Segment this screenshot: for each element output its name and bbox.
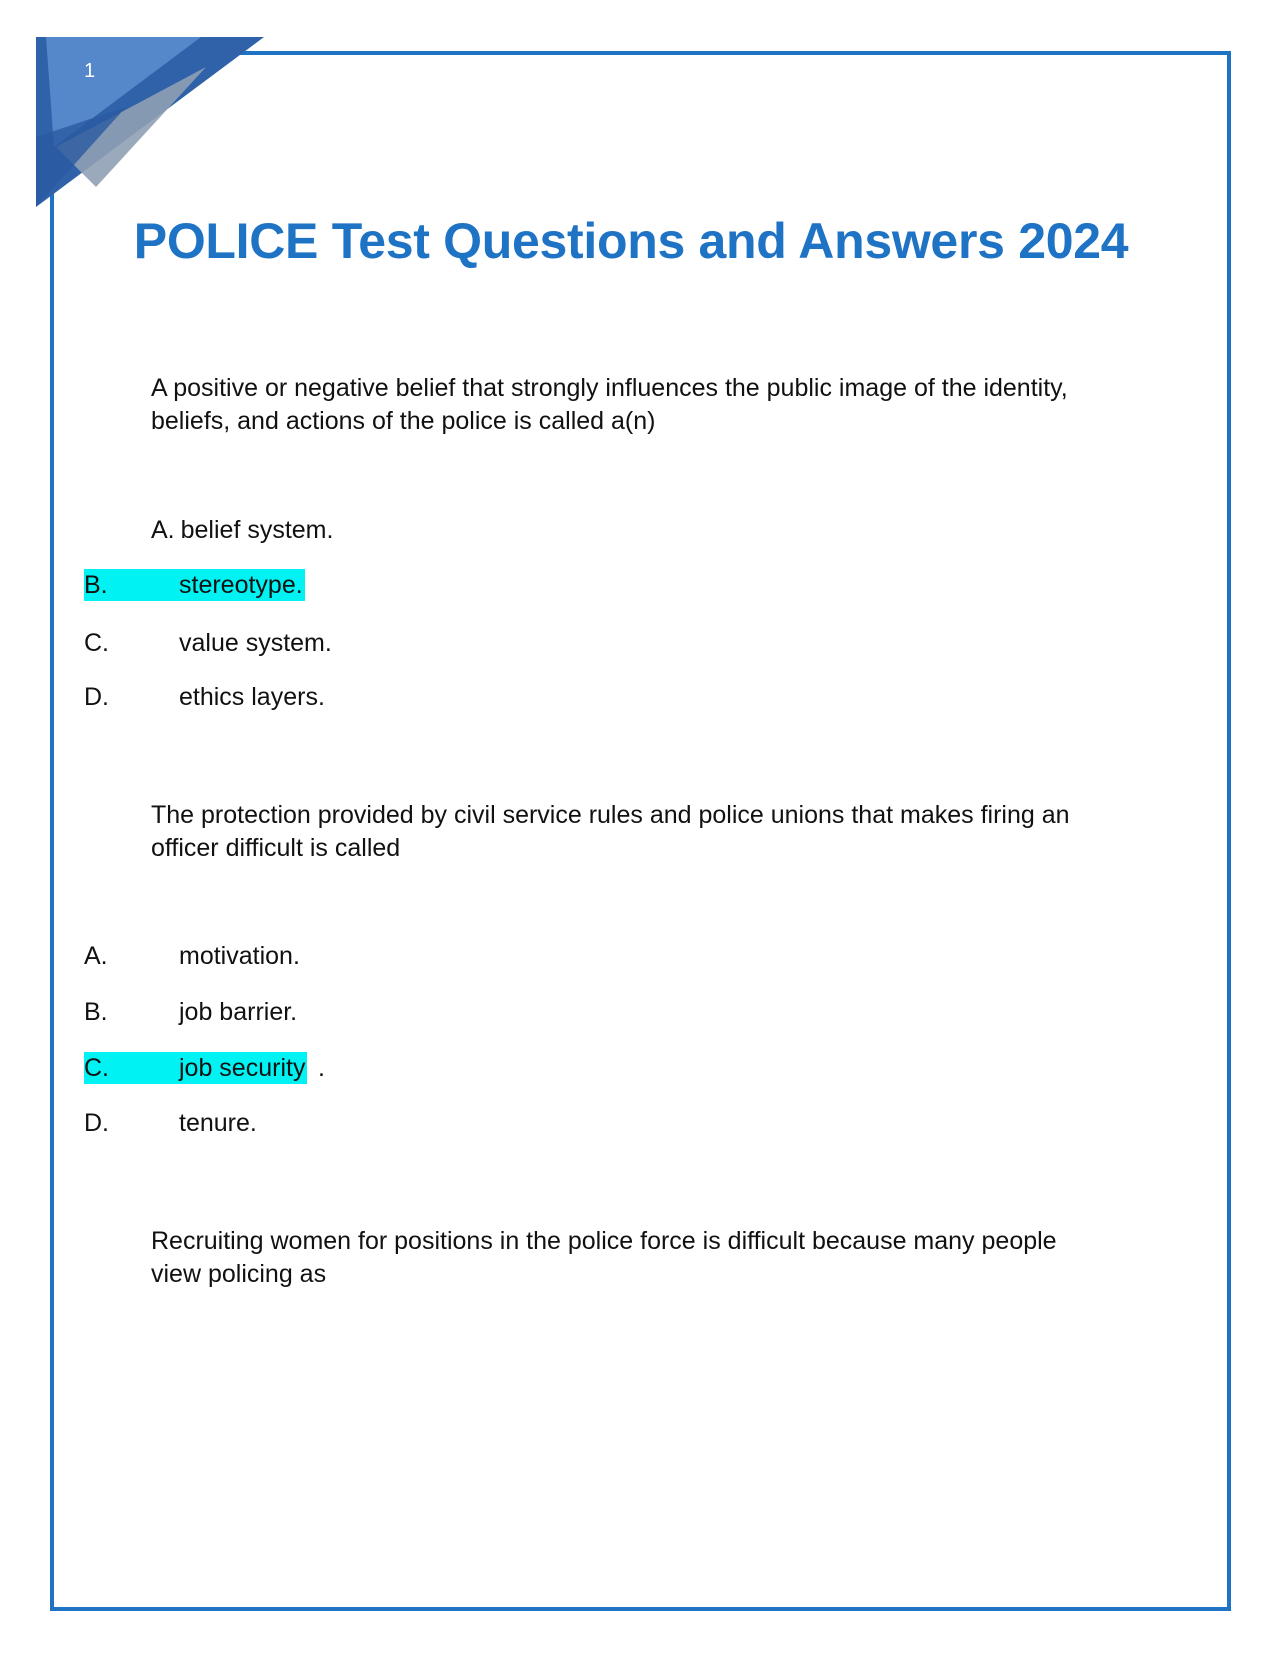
question-2-option-b: [84, 996, 297, 1028]
question-2-text: The protection provided by civil service rules and police unions that makes firing an officer difficult is called: [151, 801, 1070, 862]
question-2-option-a: [84, 940, 300, 972]
question-1-option-b-highlighted: [84, 569, 305, 601]
option-letter: C.: [84, 1054, 109, 1082]
option-text: value system.: [179, 629, 332, 657]
question-1-option-a: [151, 514, 333, 546]
question-2-option-c-highlighted: [84, 1052, 307, 1084]
page-number: 1: [84, 60, 96, 82]
option-text: stereotype.: [179, 571, 303, 599]
option-text: job barrier.: [179, 998, 298, 1026]
page-title: POLICE Test Questions and Answers 2024: [133, 212, 1129, 269]
question-2-option-d: [84, 1107, 257, 1139]
question-1-option-d: [84, 681, 325, 713]
option-text: tenure.: [179, 1109, 257, 1137]
option-letter: D.: [84, 1109, 109, 1137]
corner-decoration: [36, 37, 284, 207]
option-trailing-period: .: [318, 1054, 325, 1082]
option-letter: A.: [84, 942, 108, 970]
option-text: job security: [179, 1054, 306, 1082]
option-text: belief system.: [180, 516, 334, 544]
question-1-text: A positive or negative belief that strongly influences the public image of the identity, beliefs, and actions of the police is called a(n): [151, 374, 1068, 435]
option-letter: D.: [84, 683, 109, 711]
option-text: ethics layers.: [179, 683, 325, 711]
option-letter: C.: [84, 629, 109, 657]
option-letter: A.: [151, 516, 175, 544]
option-letter: B.: [84, 571, 108, 599]
question-3-text: Recruiting women for positions in the police force is difficult because many people view policing as: [151, 1227, 1057, 1288]
option-letter: B.: [84, 998, 108, 1026]
option-text: motivation.: [179, 942, 300, 970]
question-1-option-c: [84, 627, 332, 659]
